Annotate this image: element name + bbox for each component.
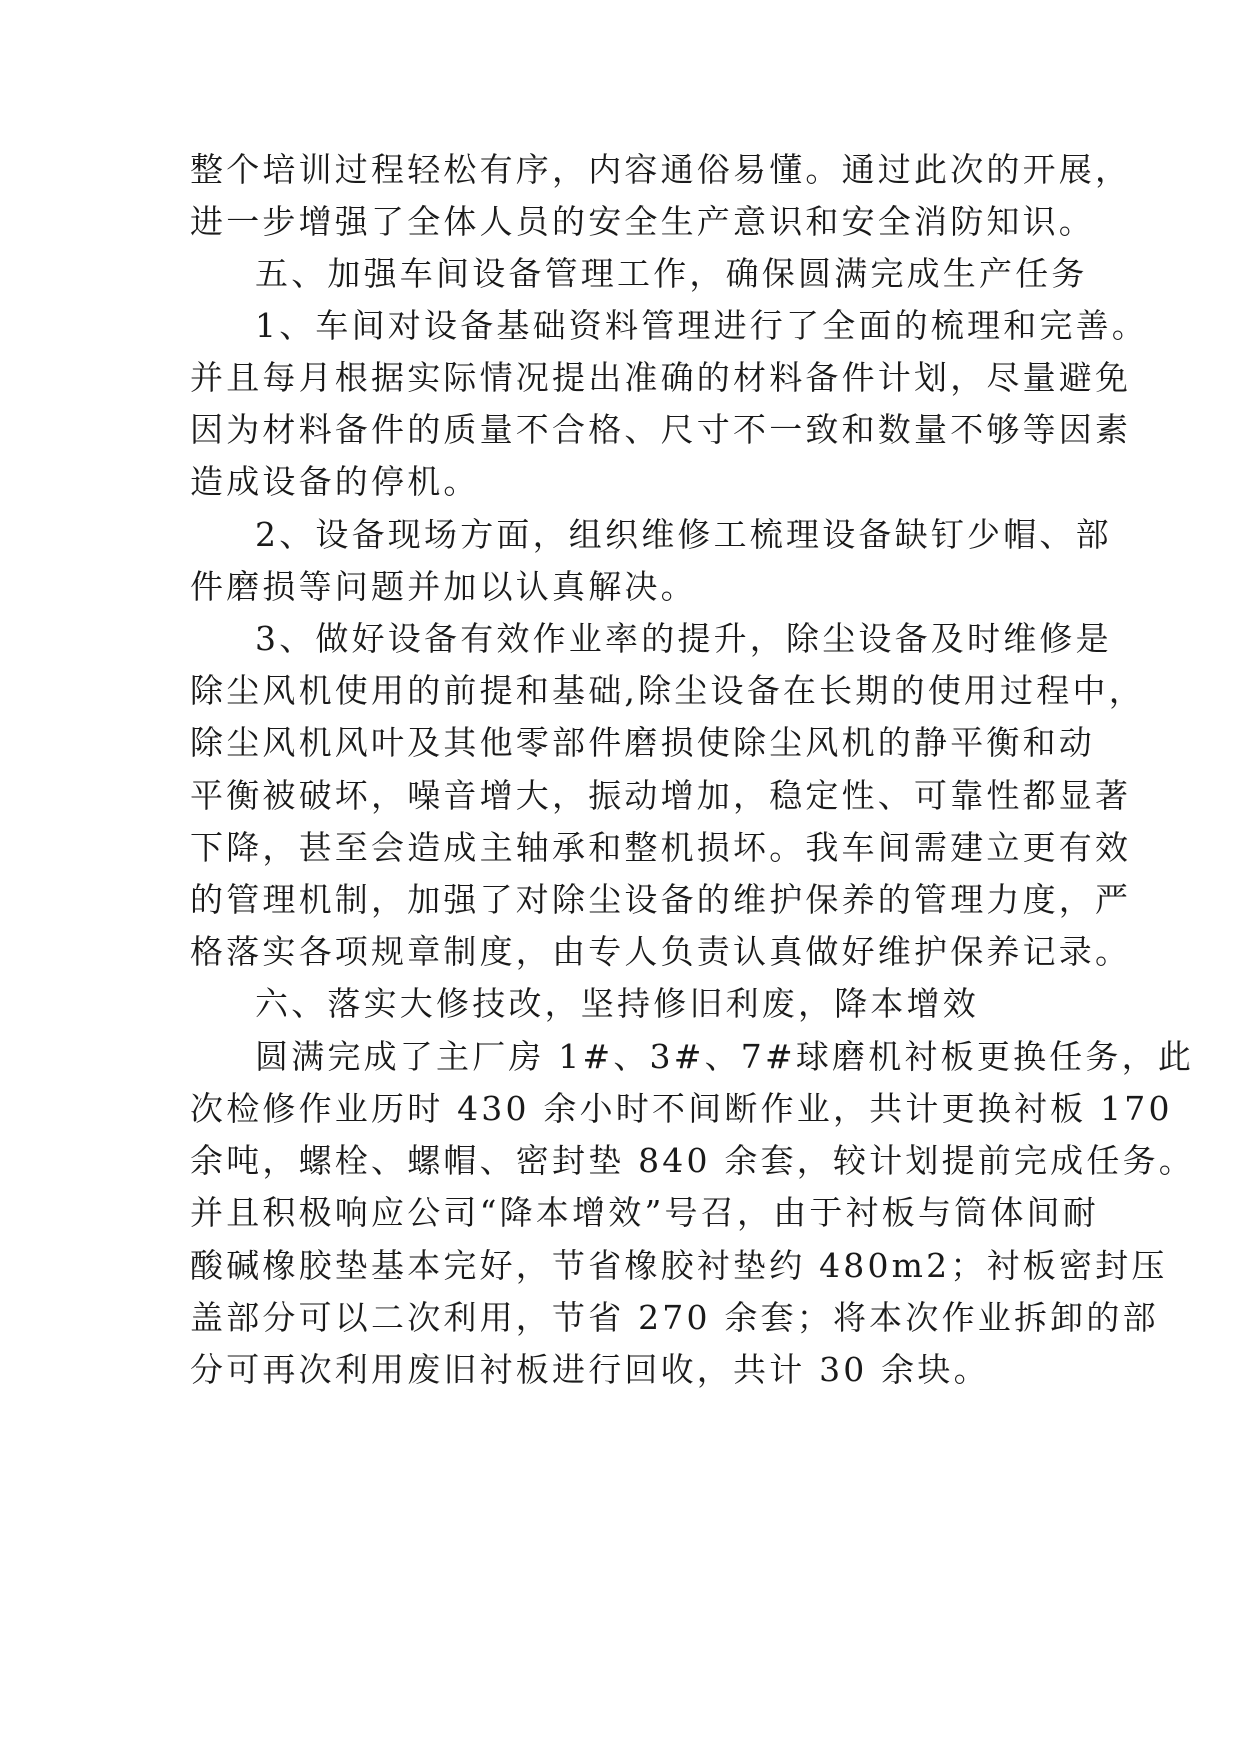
text-line-8: 2、设备现场方面，组织维修工梳理设备缺钉少帽、部 [255, 515, 1112, 554]
text-line-18: 圆满完成了主厂房 1#、3#、7#球磨机衬板更换任务，此 [255, 1037, 1195, 1076]
text-line-4: 1、车间对设备基础资料管理进行了全面的梳理和完善。 [255, 306, 1148, 345]
text-line-5: 并且每月根据实际情况提出准确的材料备件计划，尽量避免 [190, 358, 1132, 397]
section-heading-6: 六、落实大修技改，坚持修旧利废，降本增效 [255, 984, 979, 1023]
text-line-11: 除尘风机使用的前提和基础,除尘设备在长期的使用过程中， [190, 671, 1145, 710]
text-line-19: 次检修作业历时 430 余小时不间断作业，共计更换衬板 170 [190, 1089, 1173, 1128]
text-line-16: 格落实各项规章制度，由专人负责认真做好维护保养记录。 [190, 932, 1132, 971]
text-line-20: 余吨，螺栓、螺帽、密封垫 840 余套，较计划提前完成任务。 [190, 1141, 1195, 1180]
text-line-24: 分可再次利用废旧衬板进行回收，共计 30 余块。 [190, 1350, 990, 1389]
text-line-14: 下降，甚至会造成主轴承和整机损坏。我车间需建立更有效 [190, 828, 1132, 867]
text-line-13: 平衡被破坏，噪音增大，振动增加，稳定性、可靠性都显著 [190, 776, 1132, 815]
text-line-2: 进一步增强了全体人员的安全生产意识和安全消防知识。 [190, 202, 1095, 241]
text-line-22: 酸碱橡胶垫基本完好，节省橡胶衬垫约 480m2；衬板密封压 [190, 1246, 1168, 1285]
text-line-10: 3、做好设备有效作业率的提升，除尘设备及时维修是 [255, 619, 1112, 658]
text-line-9: 件磨损等问题并加以认真解决。 [190, 567, 697, 606]
section-heading-5: 五、加强车间设备管理工作，确保圆满完成生产任务 [255, 254, 1088, 293]
text-line-23: 盖部分可以二次利用，节省 270 余套；将本次作业拆卸的部 [190, 1298, 1159, 1337]
text-line-21: 并且积极响应公司“降本增效”号召，由于衬板与筒体间耐 [190, 1193, 1099, 1232]
text-line-1: 整个培训过程轻松有序，内容通俗易懂。通过此次的开展， [190, 150, 1132, 189]
text-line-7: 造成设备的停机。 [190, 462, 480, 501]
text-line-15: 的管理机制，加强了对除尘设备的维护保养的管理力度，严 [190, 880, 1132, 919]
text-line-6: 因为材料备件的质量不合格、尺寸不一致和数量不够等因素 [190, 410, 1132, 449]
text-line-12: 除尘风机风叶及其他零部件磨损使除尘风机的静平衡和动 [190, 723, 1095, 762]
